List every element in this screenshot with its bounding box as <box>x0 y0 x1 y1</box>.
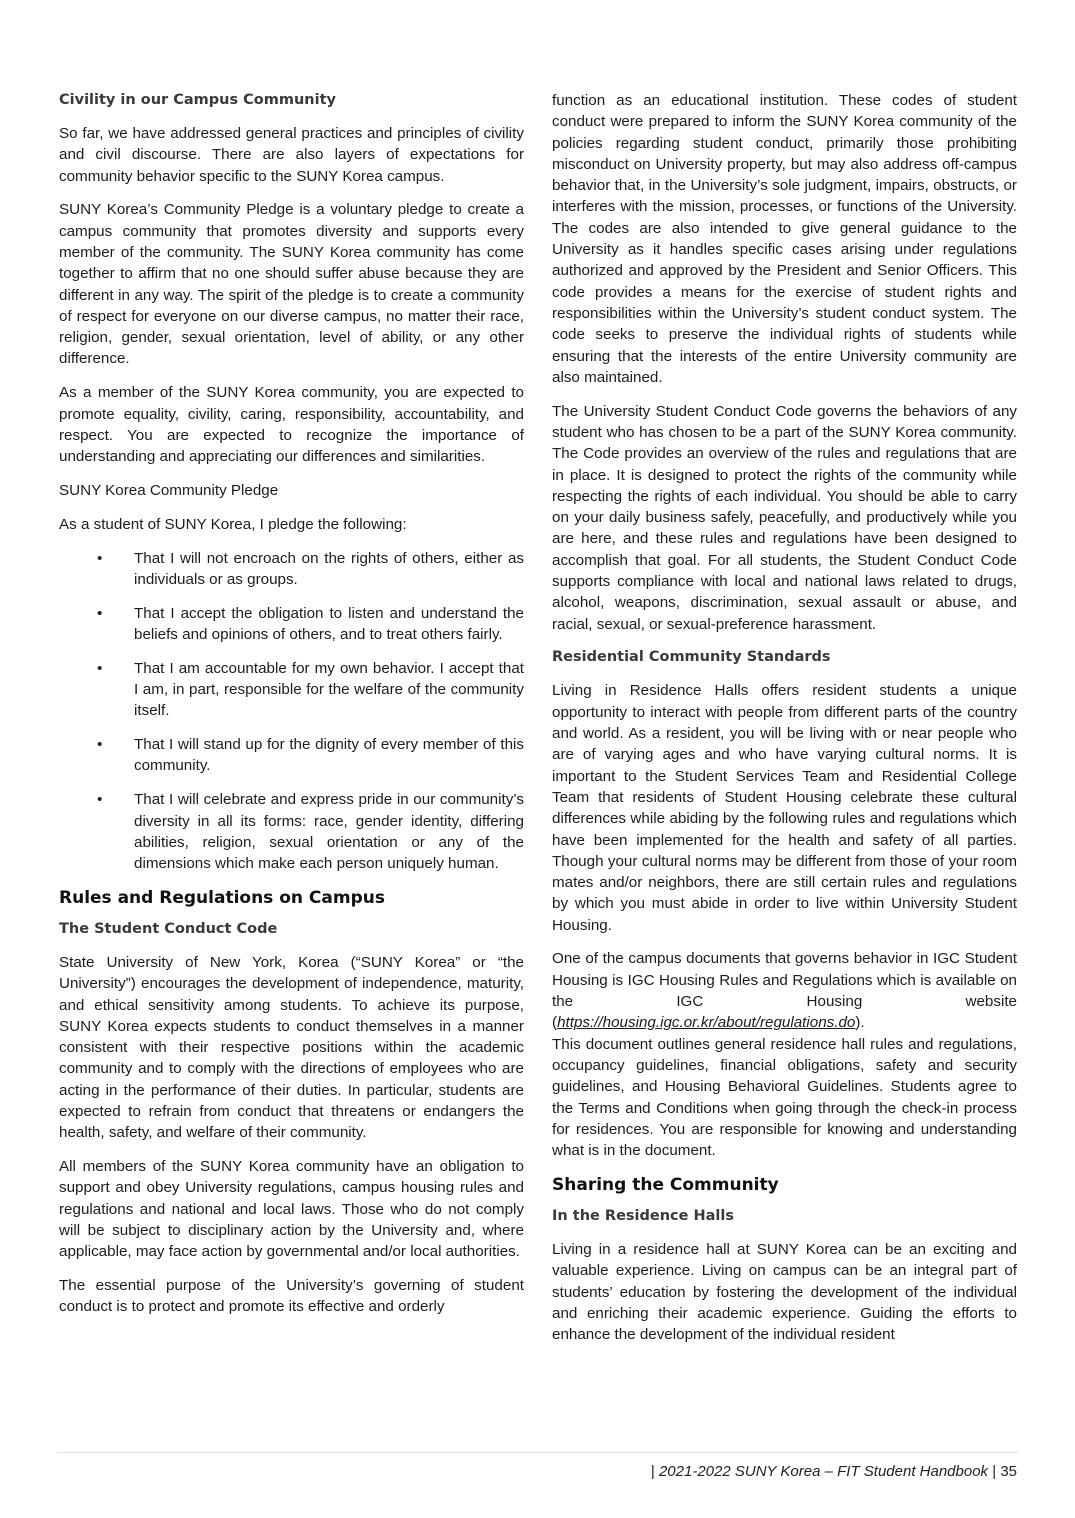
pledge-title: SUNY Korea Community Pledge <box>59 481 279 499</box>
heading-residential-standards: Residential Community Standards <box>552 649 831 666</box>
bullet-icon: • <box>97 549 103 567</box>
bullet-icon: • <box>97 604 103 622</box>
pledge-item <box>59 548 524 591</box>
pledge-text: That I will celebrate and express pride in our community’s diversity in all its forms: race, gender identity, differing abilities, religion, sexual orientation or any of the dimensions which make each person uniquely human. <box>134 791 524 873</box>
footer-title: 2021-2022 SUNY Korea – FIT Student Handbook <box>658 1463 989 1480</box>
footer-divider <box>57 1452 1018 1453</box>
pledge-item <box>59 603 524 646</box>
paren-open: ( <box>552 1014 558 1032</box>
page-footer <box>651 1462 1017 1482</box>
paragraph: The essential purpose of the University’s governing of student conduct is to protect and promote its effective and orderly <box>59 1277 524 1316</box>
pledge-text: That I accept the obligation to listen and understand the beliefs and opinions of others, and to treat others fairly. <box>134 604 524 643</box>
heading-conduct-code: The Student Conduct Code <box>59 920 278 937</box>
bullet-icon: • <box>97 659 103 677</box>
pledge-item <box>59 789 524 874</box>
footer-separator: | <box>992 1463 997 1480</box>
heading-rules: Rules and Regulations on Campus <box>59 887 385 908</box>
pledge-list <box>59 548 524 875</box>
footer-separator: | <box>650 1463 655 1480</box>
paragraph: function as an educational institution. These codes of student conduct were prepared to inform the SUNY Korea community of the policies regarding student conduct, primarily those prohibiting misconduct on University property, but may also address off-campus behavior that, in the University’s sole judgment, impairs, obstructs, or interferes with the mission, processes, or functions of the University. The codes are also intended to give general guidance to the University as it handles specific cases arising under regulations authorized and approved by the President and Senior Officers. This code provides a means for the exercise of student rights and responsibilities within the University’s student conduct system. The code seeks to preserve the individual rights of students while ensuring that the interests of the entire University community are also maintained. <box>552 92 1017 386</box>
bullet-icon: • <box>97 791 103 809</box>
paragraph: As a student of SUNY Korea, I pledge the following: <box>59 515 407 533</box>
paren-close: ). <box>855 1014 865 1032</box>
pledge-text: That I will not encroach on the rights of others, either as individuals or as groups. <box>134 549 524 588</box>
pledge-text: That I will stand up for the dignity of every member of this community. <box>134 736 524 775</box>
paragraph: SUNY Korea’s Community Pledge is a voluntary pledge to create a campus community that promotes diversity and supports every member of the community. The SUNY Korea community has come together to affirm that no one should suffer abuse because they are different in any way. The spirit of the pledge is to create a community of respect for everyone on our diverse campus, no matter their race, religion, gender, sexual orientation, level of ability, or any other difference. <box>59 201 524 368</box>
bullet-icon: • <box>97 736 103 754</box>
page-number: 35 <box>1000 1463 1017 1480</box>
pledge-item <box>59 658 524 722</box>
pledge-item <box>59 734 524 777</box>
right-column <box>552 90 1017 1358</box>
paragraph: The University Student Conduct Code governs the behaviors of any student who has chosen to be a part of the SUNY Korea community. The Code provides an overview of the rules and regulations that are in place. It is designed to protect the rights of the community while respecting the rights of each individual. You should be able to carry on your daily business safely, peacefully, and productively while you are here, and these rules and regulations have been designed to accomplish that goal. For all students, the Student Conduct Code supports compliance with local and national laws related to drugs, alcohol, weapons, discrimination, sexual assault or abuse, and racial, sexual, or sexual-preference harassment. <box>552 402 1017 633</box>
heading-residence-halls: In the Residence Halls <box>552 1207 735 1224</box>
paragraph-text: One of the campus documents that governs behavior in IGC Student Housing is IGC Housing Rules and Regulations which is available on the IGC Housing website <box>552 950 1017 1011</box>
paragraph: All members of the SUNY Korea community have an obligation to support and obey University regulations, campus housing rules and regulations and national and local laws. Those who do not comply will be subject to disciplinary action by the University and, where applicable, may face action by governmental and/or local authorities. <box>59 1158 524 1261</box>
left-column <box>59 90 524 1330</box>
paragraph: This document outlines general residence hall rules and regulations, occupancy guidelines, financial obligations, safety and security guidelines, and Housing Behavioral Guidelines. Students agree to the Terms and Conditions when going through the check-in process for residences. You are responsible for knowing and understanding what is in the document. <box>552 1035 1017 1160</box>
paragraph: Living in Residence Halls offers resident students a unique opportunity to interact with people from different parts of the country and world. As a resident, you will be living with or near people who are of varying ages and who have varying cultural norms. It is important to the Student Services Team and Residential College Team that residents of Student Housing celebrate these cultural differences while abiding by the following rules and regulations which have been implemented for the health and safety of all parties. Though your cultural norms may be different from those of your room mates and/or neighbors, there are still certain rules and regulations by which you must abide in order to live within University Student Housing. <box>552 682 1017 934</box>
paragraph: As a member of the SUNY Korea community, you are expected to promote equality, civility, caring, responsibility, accountability, and respect. You are expected to recognize the importance of understanding and appreciating our differences and similarities. <box>59 384 524 466</box>
pledge-text: That I am accountable for my own behavior. I accept that I am, in part, responsible for the welfare of the community itself. <box>134 659 524 720</box>
paragraph: Living in a residence hall at SUNY Korea can be an exciting and valuable experience. Living on campus can be an integral part of students’ education by fostering the development of the individual and enriching their academic experience. Guiding the efforts to enhance the development of the individual resident <box>552 1240 1017 1344</box>
paragraph: State University of New York, Korea (“SUNY Korea” or “the University”) encourages the development of independence, maturity, and ethical sensitivity among students. To achieve its purpose, SUNY Korea expects students to conduct themselves in a manner consistent with their respective positions within the academic community and to comply with the directions of employees who are acting in the performance of their duties. In particular, students are expected to refrain from conduct that threatens or endangers the health, safety, and welfare of their community. <box>59 953 524 1142</box>
paragraph-housing-rules <box>552 948 1017 1033</box>
heading-sharing: Sharing the Community <box>552 1174 779 1195</box>
heading-civility: Civility in our Campus Community <box>59 92 336 108</box>
paragraph: So far, we have addressed general practices and principles of civility and civil discourse. There are also layers of expectations for community behavior specific to the SUNY Korea campus. <box>59 125 524 185</box>
housing-regulations-link[interactable]: https://housing.igc.or.kr/about/regulations.do <box>557 1014 856 1032</box>
